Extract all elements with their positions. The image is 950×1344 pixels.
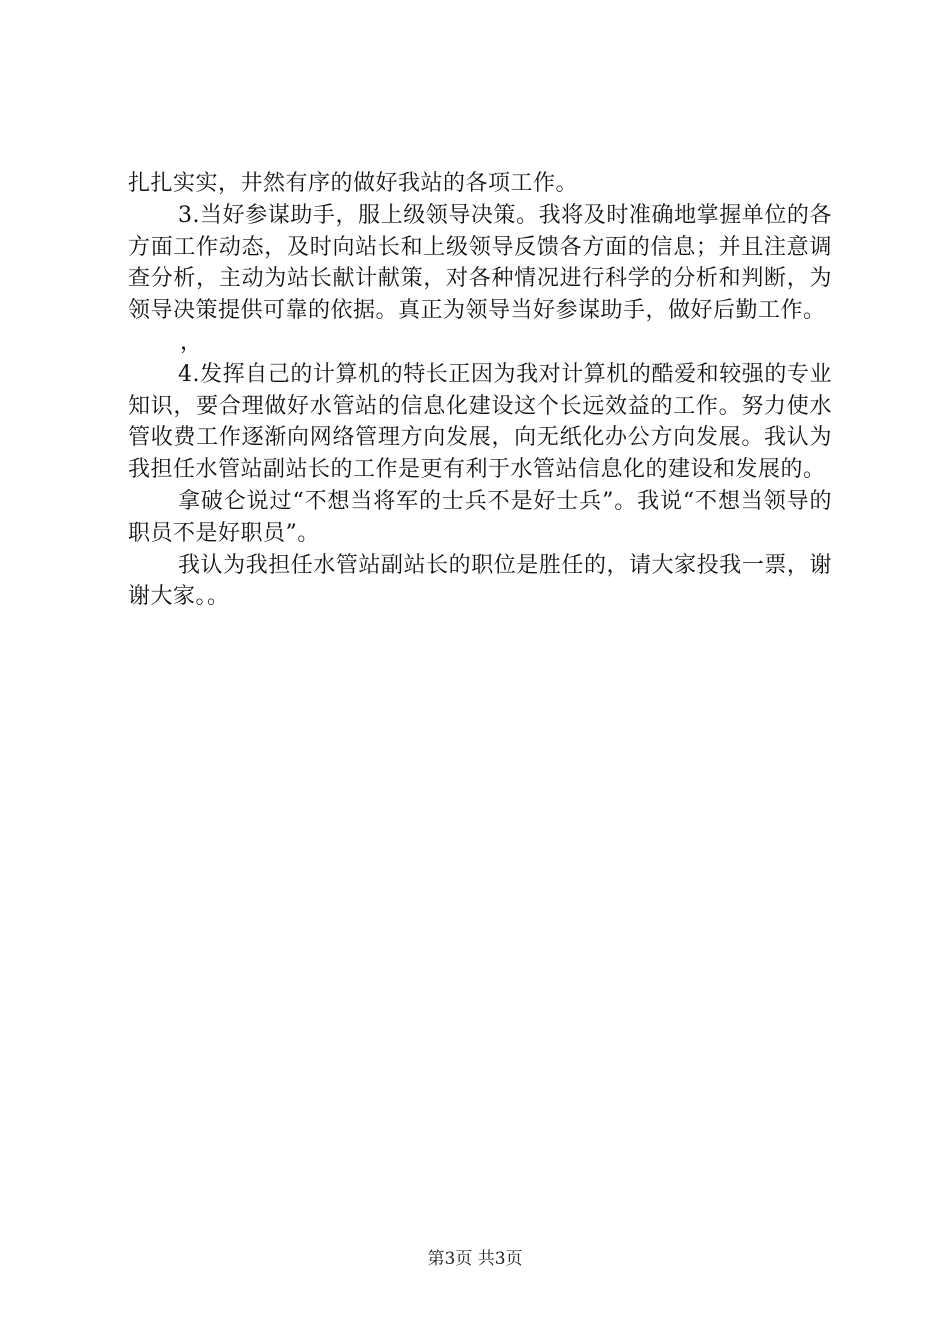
- paragraph-continuation: 扎扎实实，井然有序的做好我站的各项工作。: [128, 171, 579, 196]
- document-body: [128, 168, 832, 613]
- paragraph-item-3: 3.当好参谋助手，服上级领导决策。我将及时准确地掌握单位的各方面工作动态，及时向站长和上级领导反馈各方面的信息；并且注意调查分析，主动为站长献计献策，对各种情况进行科学的分析和判断，为领导决策提供可靠的依据。真正为领导当好参谋助手，做好后勤工作。: [128, 202, 832, 324]
- paragraph-closing: 我认为我担任水管站副站长的职位是胜任的，请大家投我一票，谢谢大家。。: [128, 552, 832, 610]
- paragraph-napoleon-quote: 拿破仑说过“不想当将军的士兵不是好士兵”。我说“不想当领导的职员不是好职员”。: [128, 488, 832, 546]
- paragraph-stray-comma: ，: [180, 329, 203, 355]
- paragraph-item-4: 4.发挥自己的计算机的特长正因为我对计算机的酷爱和较强的专业知识，要合理做好水管站的信息化建设这个长远效益的工作。努力使水管收费工作逐渐向网络管理方向发展，向无纸化办公方向发展。我认为我担任水管站副站长的工作是更有利于水管站信息化的建设和发展的。: [128, 361, 832, 483]
- page-footer: 第3页 共3页: [427, 1249, 523, 1269]
